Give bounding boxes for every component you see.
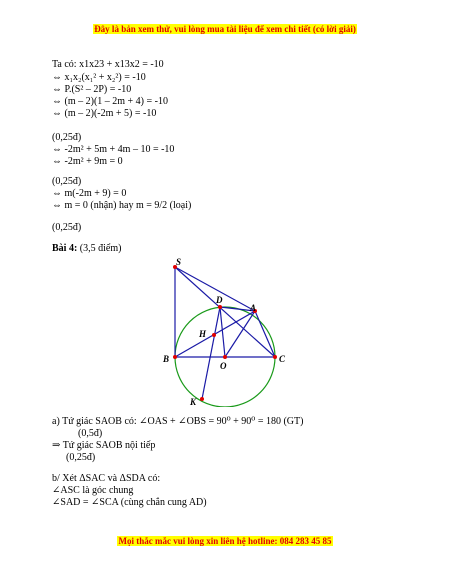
- line-6: (0,25đ): [52, 132, 82, 143]
- bai4-title: Bài 4:: [52, 243, 78, 254]
- part-a-score-2: (0,25đ): [66, 452, 96, 463]
- label-b: B: [163, 354, 170, 364]
- label-k: K: [190, 397, 197, 407]
- label-s: S: [176, 257, 182, 267]
- segment-sc: [175, 267, 275, 357]
- bai4-heading: [52, 243, 121, 255]
- point-o: [223, 355, 227, 359]
- label-h: H: [199, 329, 207, 339]
- line-12: (0,25đ): [52, 222, 82, 233]
- segment-sa: [175, 267, 255, 311]
- line-8: ⇔ -2m² + 9m = 0: [52, 156, 123, 167]
- line-10: ⇔ m(-2m + 9) = 0: [52, 188, 127, 199]
- part-b-line-1: b/ Xét ΔSAC và ΔSDA có:: [52, 473, 161, 484]
- point-k: [200, 397, 204, 401]
- line-1: Ta có: x1x23 + x13x2 = -10: [52, 59, 164, 70]
- point-b: [173, 355, 177, 359]
- line-7: ⇔ -2m² + 5m + 4m – 10 = -10: [52, 144, 175, 155]
- label-a: A: [250, 303, 257, 313]
- segment-ac: [255, 311, 275, 357]
- line-3: ⇔ P.(S² – 2P) = -10: [52, 84, 132, 95]
- line-5: ⇔ (m – 2)(-2m + 5) = -10: [52, 108, 157, 119]
- line-4: ⇔ (m – 2)(1 – 2m + 4) = -10: [52, 96, 168, 107]
- line-2: ⇔ x₁x₂(x₁² + x₂²) = -10: [52, 72, 146, 83]
- segment-do: [220, 307, 225, 357]
- line-9: (0,25đ): [52, 176, 82, 187]
- segment-ao: [225, 311, 255, 357]
- footer-notice: Mọi thắc mắc vui lòng xin liên hệ hotline: 084 283 45 85: [118, 536, 332, 546]
- bai4-points: (3,5 điểm): [77, 243, 122, 254]
- segment-dk: [202, 307, 220, 399]
- part-a-score-1: (0,5đ): [78, 428, 103, 439]
- part-a-line-2: ⇒ Tứ giác SAOB nội tiếp: [52, 440, 156, 451]
- part-a-line-1: a) Tứ giác SAOB có: ∠OAS + ∠OBS = 90⁰ + 90⁰ = 180 (GT): [52, 416, 304, 427]
- point-d: [218, 305, 222, 309]
- label-o: O: [220, 361, 227, 371]
- part-b-line-2: ∠ASC là góc chung: [52, 485, 134, 496]
- geometry-figure: [155, 255, 295, 407]
- label-c: C: [279, 354, 286, 364]
- line-11: ⇔ m = 0 (nhận) hay m = 9/2 (loại): [52, 200, 192, 211]
- label-d: D: [216, 295, 223, 305]
- part-b-line-3: ∠SAD = ∠SCA (cùng chắn cung AD): [52, 497, 207, 508]
- point-h: [212, 333, 216, 337]
- point-c: [273, 355, 277, 359]
- header-notice: Đây là bản xem thử, vui lòng mua tài liệu để xem chi tiết (có lời giải): [94, 24, 356, 34]
